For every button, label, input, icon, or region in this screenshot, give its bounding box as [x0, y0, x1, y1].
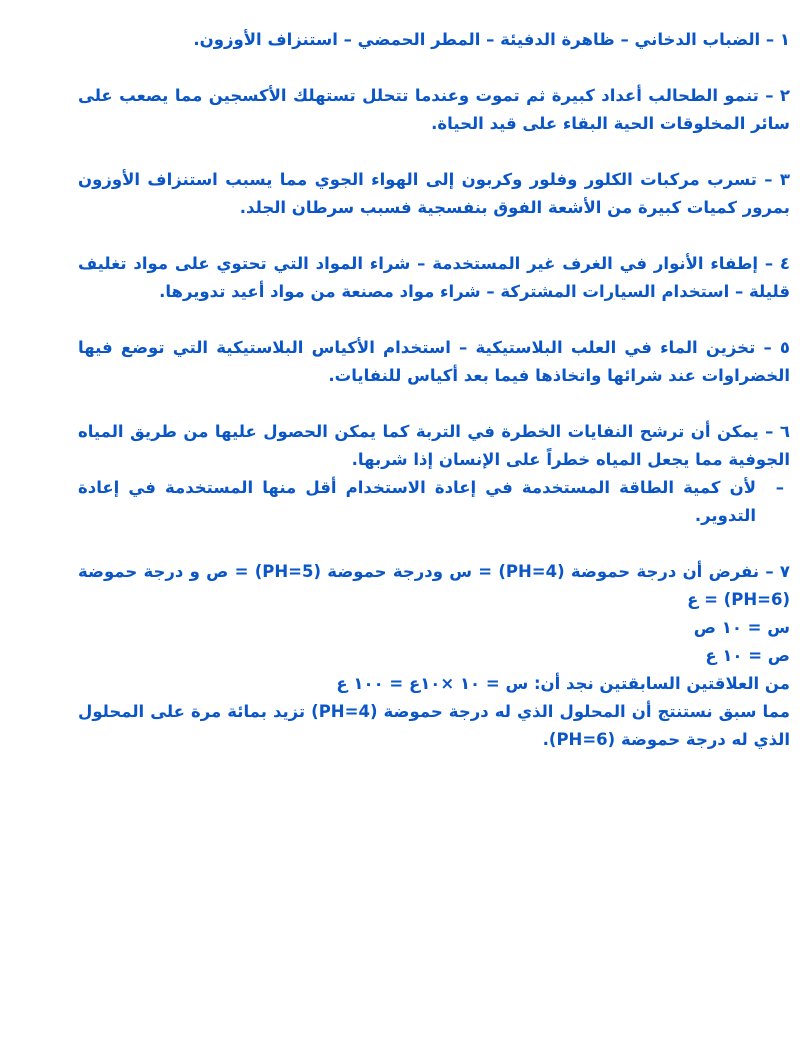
conclusion-text: مما سبق نستنتج أن المحلول الذي له درجة حموضة (PH=4) تزيد بمائة مرة على المحلول الذي له درجة حموضة (PH=6). [78, 702, 790, 749]
dash-bullet: – [775, 478, 784, 497]
answer-5 [78, 334, 790, 390]
answer-text: ٦ – يمكن أن ترشح النفايات الخطرة في التربة كما يمكن الحصول عليها من طريق المياه الجوفية مما يجعل المياه خطراً على الإنسان إذا شربها. [78, 422, 790, 469]
answer-text: ٢ – تنمو الطحالب أعداد كبيرة ثم تموت وعندما تتحلل تستهلك الأكسجين مما يصعب على سائر المخلوقات الحية البقاء على قيد الحياة. [78, 86, 790, 133]
answer-3 [78, 166, 790, 222]
answer-4 [78, 250, 790, 306]
answer-6 [78, 418, 790, 530]
equation-line: من العلاقتين السابقتين نجد أن: س = ١٠ ×١٠ع = ١٠٠ ع [336, 674, 790, 693]
answer-text: ٣ – تسرب مركبات الكلور وفلور وكربون إلى الهواء الجوي مما يسبب استنزاف الأوزون بمرور كميات كبيرة من الأشعة الفوق بنفسجية فسبب سرطان الجلد. [78, 170, 790, 217]
equation-line: ص = ١٠ ع [705, 646, 790, 665]
answers-document [78, 26, 790, 782]
equation-line: س = ١٠ ص [693, 618, 790, 637]
answer-2 [78, 82, 790, 138]
answer-text: ٥ – تخزين الماء في العلب البلاستيكية – استخدام الأكياس البلاستيكية التي توضع فيها الخضراوات عند شرائها واتخاذها فيما بعد أكياس للنفايات. [78, 338, 790, 385]
sub-point-text: لأن كمية الطاقة المستخدمة في إعادة الاستخدام أقل منها المستخدمة في إعادة التدوير. [78, 478, 756, 525]
answer-text: ٤ – إطفاء الأنوار في الغرف غير المستخدمة – شراء المواد التي تحتوي على مواد تغليف قليلة – استخدام السيارات المشتركة – شراء مواد مصنعة من مواد أعيد تدويرها. [78, 254, 790, 301]
answer-text: ٧ – نفرض أن درجة حموضة (PH=4) = س ودرجة حموضة (PH=5) = ص و درجة حموضة (PH=6) = ع [78, 562, 790, 609]
answer-sub-point [78, 474, 790, 530]
answer-text: ١ – الضباب الدخاني – ظاهرة الدفيئة – المطر الحمضي – استنزاف الأوزون. [193, 30, 790, 49]
answer-7 [78, 558, 790, 754]
answer-1 [78, 26, 790, 54]
